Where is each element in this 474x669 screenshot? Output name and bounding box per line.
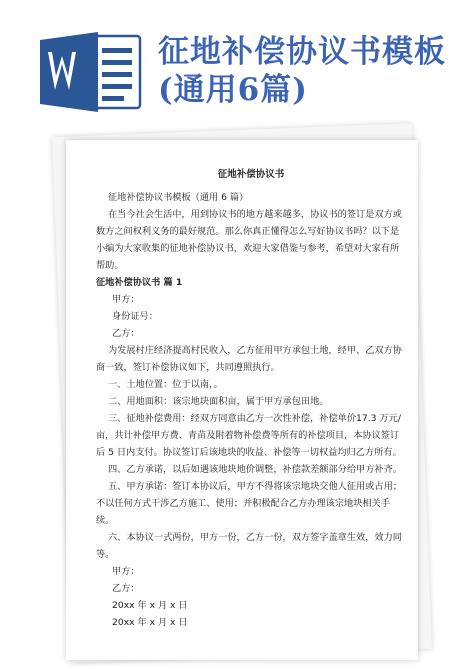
signature-date-2: 20xx 年 x 月 x 日 [112, 617, 188, 628]
clause-1: 一、土地位置：位于以南，。 [108, 379, 223, 390]
banner-title: 征地补偿协议书模板(通用6篇) [158, 34, 446, 108]
clause-5: 五、甲方承诺：签订本协议后，甲方不得将该宗地块交他人征用或占用；不以任何方式干涉乙方施工、使用；并积极配合乙方办理该宗地块相关手续。 [96, 481, 402, 526]
banner-header [0, 0, 474, 118]
clause-4: 四、乙方承诺，以后如遇该地块地价调整，补偿款差额部分给甲方补齐。 [108, 464, 402, 475]
party-a-line: 甲方： [112, 294, 140, 305]
document-body [96, 166, 406, 631]
signature-date-1: 20xx 年 x 月 x 日 [112, 600, 188, 611]
document-title: 征地补偿协议书 [217, 169, 285, 180]
clause-6: 六、本协议一式两份，甲方一份，乙方一份，双方签字盖章生效，效力同等。 [96, 532, 402, 560]
word-icon [40, 32, 144, 112]
document-page [66, 140, 418, 660]
id-number-line: 身份证号： [112, 311, 158, 322]
signature-party-a: 甲方： [112, 566, 140, 577]
section-heading: 征地补偿协议书 篇 1 [96, 277, 183, 288]
party-b-line: 乙方： [112, 328, 140, 339]
document-subtitle: 征地补偿协议书模板（通用 6 篇） [108, 192, 249, 203]
clause-2: 二、用地面积：该宗地块面积亩，属于甲方承包田地。 [108, 396, 329, 407]
clause-3: 三、征地补偿费用：经双方同意由乙方一次性补偿，补偿单价17.3 万元/亩，共计补偿甲方费、青苗及附着物补偿费等所有的补偿项目，本协议签订后 5 日内支付。协议签订后该地块的收益、补偿等一切权益均归乙方所有。 [96, 413, 402, 458]
purpose-paragraph: 为发展村庄经济提高村民收入，乙方征用甲方承包土地，经甲、乙双方协商一致，签订补偿协议如下，共同遵照执行。 [96, 345, 402, 373]
intro-paragraph: 在当今社会生活中，用到协议书的地方越来越多，协议书的签订是双方或数方之间权利义务的最好规范。那么你真正懂得怎么写好协议书吗？以下是小编为大家收集的征地补偿协议书，欢迎大家借鉴与参考，希望对大家有所帮助。 [96, 209, 402, 271]
signature-party-b: 乙方： [112, 583, 140, 594]
